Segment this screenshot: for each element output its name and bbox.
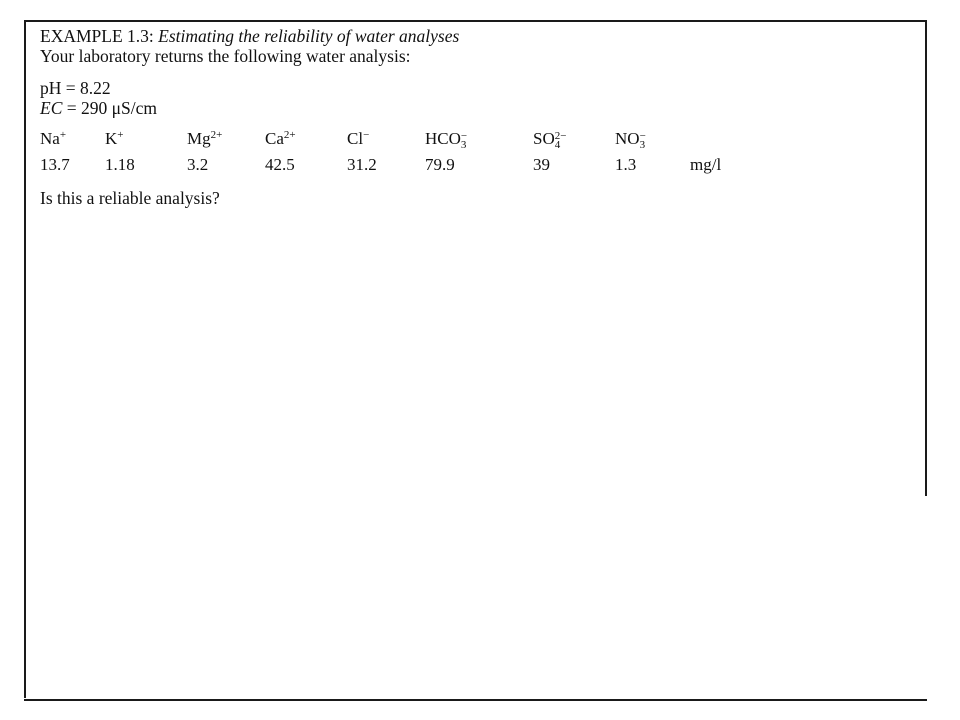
value-cl: 31.2 [347, 155, 377, 174]
ion-value-row [40, 152, 760, 178]
value-k: 1.18 [105, 155, 135, 174]
ion-header-so4: SO 2− 4 [533, 128, 567, 151]
ion-header-k: K+ [105, 129, 124, 148]
example-title: Estimating the reliability of water analyses [158, 26, 460, 46]
ph-label: pH [40, 78, 62, 98]
example-number: EXAMPLE 1.3: [40, 26, 154, 46]
ion-header-hco3: HCO − 3 [425, 128, 468, 151]
page-border-top [24, 20, 927, 22]
ec-value: 290 μS/cm [81, 98, 157, 118]
ion-header-row [40, 126, 760, 152]
value-mg: 3.2 [187, 155, 209, 174]
ph-line: pH = 8.22 [40, 78, 111, 98]
ph-value: 8.22 [80, 78, 111, 98]
ec-line: EC = 290 μS/cm [40, 98, 157, 118]
ion-header-cl: Cl− [347, 129, 370, 148]
question-text: Is this a reliable analysis? [40, 188, 220, 208]
example-intro: Your laboratory returns the following water analysis: [40, 46, 411, 66]
ion-header-mg: $Mg^{2+}$ [187, 129, 223, 148]
ion-header-na: Na+ [40, 129, 67, 148]
ion-table [40, 126, 760, 178]
example-heading [40, 26, 910, 46]
value-unit: mg/l [690, 155, 722, 174]
ion-header-ca: $Ca^{2+}$ [265, 129, 296, 148]
ec-label: EC [40, 98, 63, 118]
value-hco3: 79.9 [425, 155, 455, 174]
value-na: 13.7 [40, 155, 70, 174]
ion-header-no3: NO − 3 [615, 128, 646, 151]
example-box [40, 26, 910, 208]
page-border-bottom [24, 699, 927, 701]
page-border-right [925, 20, 927, 496]
page-border-left [24, 20, 26, 698]
value-no3: 1.3 [615, 155, 637, 174]
value-ca: 42.5 [265, 155, 295, 174]
value-so4: 39 [533, 155, 550, 174]
